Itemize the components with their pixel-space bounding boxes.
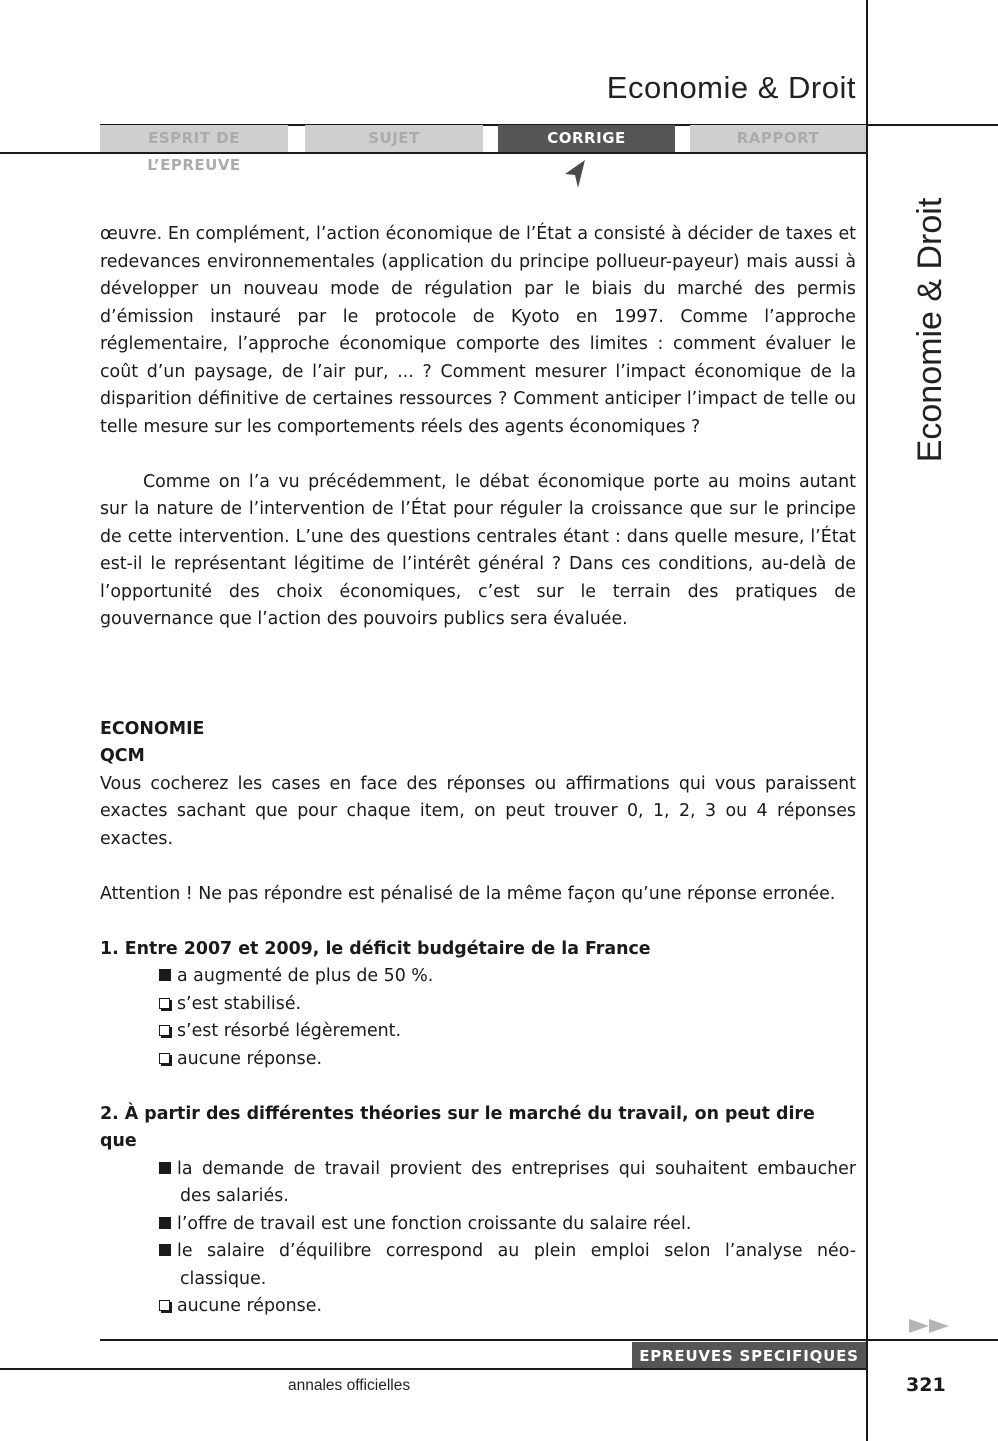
question-2-option: l’offre de travail est une fonction croissante du salaire réel. xyxy=(159,1211,856,1239)
question-2-title: 2. À partir des différentes théories sur le marché du travail, on peut dire que xyxy=(100,1103,815,1151)
footer-rule-top xyxy=(100,1339,998,1341)
question-1-option: aucune réponse. xyxy=(159,1046,856,1074)
footer-rule-bottom xyxy=(0,1368,868,1370)
question-1-option: a augmenté de plus de 50 %. xyxy=(159,963,856,991)
checked-box-icon[interactable] xyxy=(159,969,171,981)
paragraph-2: Comme on l’a vu précédemment, le débat économique porte au moins autant sur la nature de l’intervention de l’État pour réguler la croissance que sur le principe de cette intervention. L’une des questions centrales étant : dans quelle mesure, l’État est-il le représentant légitime de l’intérêt général ? Dans ces conditions, au-delà de l’opportunité des choix économiques, c’est sur le terrain des pratiques de gouvernance que l’action des pouvoirs publics sera évaluée. xyxy=(100,471,856,629)
page-header-title: Economie & Droit xyxy=(606,70,856,105)
question-1-title: 1. Entre 2007 et 2009, le déficit budgétaire de la France xyxy=(100,938,651,959)
header-rule-bottom xyxy=(0,152,868,154)
instructions: Vous cocherez les cases en face des réponses ou affirmations qui vous paraissent exactes sachant que pour chaque item, on peut trouver 0, 1, 2, 3 ou 4 réponses exactes. xyxy=(100,773,856,849)
checked-box-icon[interactable] xyxy=(159,1217,171,1229)
question-1-option: s’est résorbé légèrement. xyxy=(159,1018,856,1046)
paragraph-1: œuvre. En complément, l’action économique de l’État a consisté à décider de taxes et redevances environnementales (application du principe pollueur-payeur) mais aussi à développer un nouveau mode de régulation par le biais du marché des permis d’émission instauré par le protocole de Kyoto en 1997. Comme l’approche réglementaire, l’approche économique comporte des limites : comment évaluer le coût d’un paysage, de l’air pur, ... ? Comment mesurer l’impact économique de la disparition définitive de certaines ressources ? Comment anticiper l’impact de telle ou telle mesure sur les comportements réels des agents économiques ? xyxy=(100,224,856,437)
page-content xyxy=(100,221,856,1321)
question-1-option: s’est stabilisé. xyxy=(159,991,856,1019)
footer-section-label: EPREUVES SPECIFIQUES xyxy=(632,1342,866,1369)
tab-corrige[interactable]: CORRIGE xyxy=(498,125,675,152)
next-page-arrows-icon xyxy=(909,1318,951,1334)
unchecked-box-icon[interactable] xyxy=(159,1025,170,1036)
question-2-option: le salaire d’équilibre correspond au plein emploi selon l’analyse néo-classique. xyxy=(159,1238,856,1293)
question-2-option: aucune réponse. xyxy=(159,1293,856,1321)
subsection-title: QCM xyxy=(100,746,145,766)
question-2-option: la demande de travail provient des entreprises qui souhaitent embaucher des salariés. xyxy=(159,1156,856,1211)
unchecked-box-icon[interactable] xyxy=(159,998,170,1009)
tab-sujet[interactable]: SUJET xyxy=(305,125,483,152)
publication-name: annales officielles xyxy=(288,1377,411,1394)
checked-box-icon[interactable] xyxy=(159,1244,171,1256)
section-title: ECONOMIE xyxy=(100,718,205,739)
checked-box-icon[interactable] xyxy=(159,1162,171,1174)
unchecked-box-icon[interactable] xyxy=(159,1053,170,1064)
unchecked-box-icon[interactable] xyxy=(159,1300,170,1311)
page-number: 321 xyxy=(906,1374,946,1396)
side-title-vertical: Economie & Droit xyxy=(911,197,949,463)
warning-text: Attention ! Ne pas répondre est pénalisé de la même façon qu’une réponse erronée. xyxy=(100,883,836,904)
section-tabs xyxy=(100,125,866,174)
vertical-rule xyxy=(866,0,868,1441)
tab-rapport[interactable]: RAPPORT xyxy=(690,125,866,152)
tab-esprit-epreuve[interactable]: ESPRIT DE L’EPREUVE xyxy=(100,125,288,152)
cursor-arrow-icon xyxy=(561,158,589,190)
